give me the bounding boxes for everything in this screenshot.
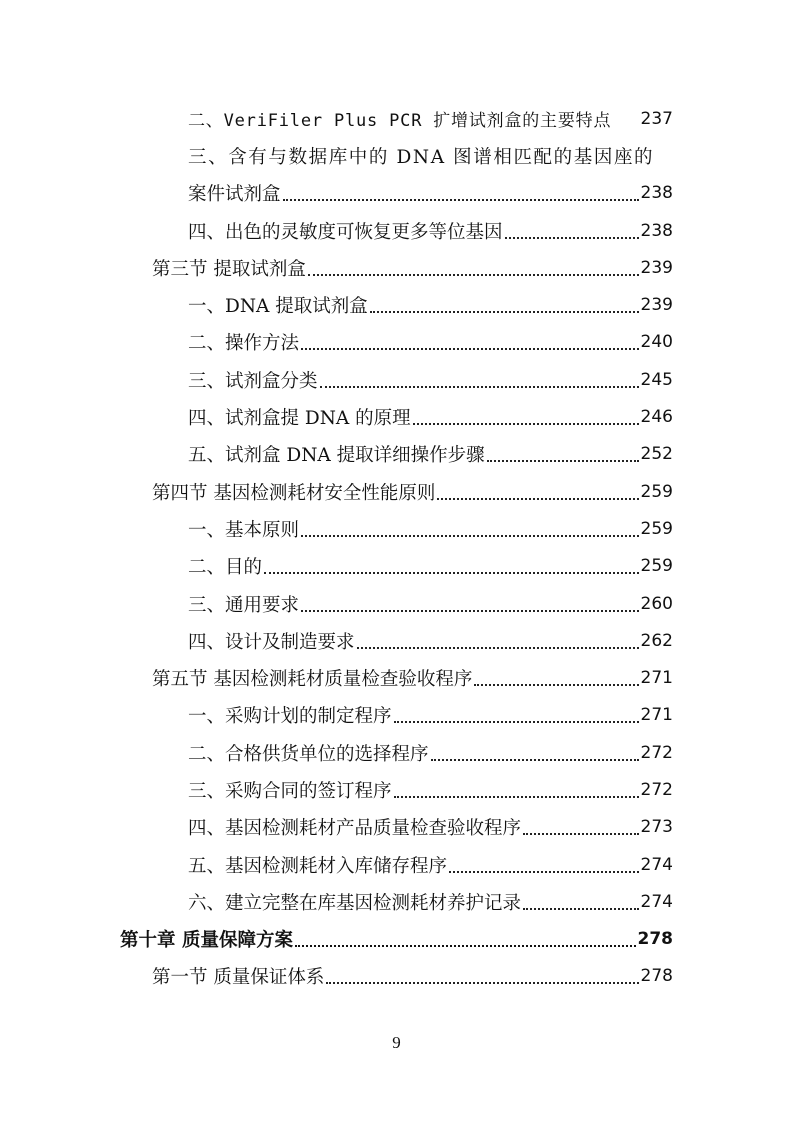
dot-leader (301, 535, 639, 537)
toc-entry-page: 238 (640, 220, 673, 241)
toc-entry-page: 239 (640, 295, 673, 316)
page-number: 9 (392, 1033, 401, 1052)
toc-entry-page: 237 (640, 108, 673, 129)
toc-entry[interactable] (0, 510, 673, 547)
dot-leader (295, 945, 636, 947)
toc-entry[interactable] (0, 286, 673, 323)
toc-entry-page: 272 (640, 779, 673, 800)
dot-leader (357, 647, 639, 649)
toc-entry-label: 四、基因检测耗材产品质量检查验收程序 (188, 818, 522, 840)
toc-entry-page: 271 (640, 668, 673, 689)
toc-entry-page: 274 (640, 891, 673, 912)
toc-entry-page: 252 (640, 444, 673, 465)
toc-entry[interactable] (0, 398, 673, 435)
toc-entry-label: 二、目的 (188, 557, 263, 579)
toc-entry[interactable] (0, 100, 673, 137)
toc-section[interactable] (0, 659, 673, 696)
toc-entry[interactable] (0, 734, 673, 771)
dot-leader (431, 759, 639, 761)
dot-leader (370, 311, 639, 313)
toc-entry-page: 246 (640, 407, 673, 428)
toc-entry-label: 二、操作方法 (188, 333, 300, 355)
toc-entry-page: 274 (640, 854, 673, 875)
toc-entry-label: 第五节 基因检测耗材质量检查验收程序 (152, 669, 473, 691)
toc-entry-page: 259 (640, 518, 673, 539)
dot-leader (474, 684, 638, 686)
toc-entry[interactable] (0, 771, 673, 808)
toc-entry-label: 二、VeriFiler Plus PCR 扩增试剂盒的主要特点 (188, 111, 612, 132)
toc-entry-page: 245 (640, 369, 673, 390)
toc-entry-page: 262 (640, 630, 673, 651)
dot-leader (487, 460, 639, 462)
dot-leader (320, 386, 639, 388)
dot-leader (326, 982, 638, 984)
toc-entry-label: 六、建立完整在库基因检测耗材养护记录 (188, 892, 522, 914)
toc-entry-page: 239 (640, 257, 673, 278)
toc-section[interactable] (0, 958, 673, 995)
toc-entry-label: 三、通用要求 (188, 594, 300, 616)
toc-entry-label: 三、试剂盒分类 (188, 370, 318, 392)
dot-leader (308, 274, 639, 276)
toc-entry[interactable] (0, 883, 673, 920)
toc-entry[interactable] (0, 175, 673, 212)
toc-entry-label: 案件试剂盒 (188, 184, 281, 206)
toc-entry-label: 五、试剂盒 DNA 提取详细操作步骤 (188, 445, 485, 467)
toc-entry-page: 273 (640, 817, 673, 838)
toc-entry[interactable] (0, 585, 673, 622)
toc-entry-label: 第一节 质量保证体系 (152, 967, 325, 989)
toc-entry-label: 第十章 质量保障方案 (120, 930, 293, 952)
toc-entry-page: 278 (637, 929, 673, 950)
toc-entry[interactable] (0, 622, 673, 659)
toc-entry[interactable] (0, 324, 673, 361)
toc-entry-label: 第四节 基因检测耗材安全性能原则 (152, 482, 436, 504)
toc-entry-page: 238 (640, 183, 673, 204)
toc-entry-label: 四、出色的灵敏度可恢复更多等位基因 (188, 221, 503, 243)
dot-leader (437, 498, 638, 500)
toc-section[interactable] (0, 249, 673, 286)
dot-leader (394, 721, 639, 723)
dot-leader (301, 610, 639, 612)
toc-entry[interactable] (0, 436, 673, 473)
dot-leader (283, 199, 639, 201)
toc-entry-label: 一、基本原则 (188, 519, 300, 541)
toc-section[interactable] (0, 473, 673, 510)
toc-entry[interactable] (0, 137, 673, 174)
toc-entry-label: 一、采购计划的制定程序 (188, 706, 392, 728)
toc-entry-page: 259 (640, 556, 673, 577)
toc-entry-label: 三、含有与数据库中的 DNA 图谱相匹配的基因座的 (188, 146, 655, 168)
dot-leader (413, 423, 639, 425)
toc-entry-label: 三、采购合同的签订程序 (188, 780, 392, 802)
dot-leader (523, 833, 639, 835)
toc-entry[interactable] (0, 361, 673, 398)
toc-entry-label: 四、设计及制造要求 (188, 631, 355, 653)
toc-entry-label: 二、合格供货单位的选择程序 (188, 743, 429, 765)
toc-entry-label: 四、试剂盒提 DNA 的原理 (188, 408, 411, 430)
toc-entry-page: 240 (640, 332, 673, 353)
dot-leader (264, 572, 639, 574)
toc-chapter[interactable] (0, 921, 673, 958)
toc-entry-page: 260 (640, 593, 673, 614)
toc-entry-label: 五、基因检测耗材入库储存程序 (188, 855, 448, 877)
dot-leader (449, 871, 639, 873)
toc-entry-page: 271 (640, 705, 673, 726)
toc-entry-label: 一、DNA 提取试剂盒 (188, 296, 368, 318)
dot-leader (523, 908, 639, 910)
toc-entry[interactable] (0, 697, 673, 734)
dot-leader (301, 348, 639, 350)
toc-entry-page: 272 (640, 742, 673, 763)
table-of-contents (0, 100, 793, 995)
toc-entry[interactable] (0, 212, 673, 249)
toc-entry-label: 第三节 提取试剂盒 (152, 258, 306, 280)
dot-leader (394, 796, 639, 798)
toc-entry-page: 278 (640, 966, 673, 987)
toc-entry[interactable] (0, 548, 673, 585)
dot-leader (505, 237, 639, 239)
toc-entry[interactable] (0, 846, 673, 883)
toc-entry-page: 259 (640, 481, 673, 502)
toc-entry[interactable] (0, 809, 673, 846)
